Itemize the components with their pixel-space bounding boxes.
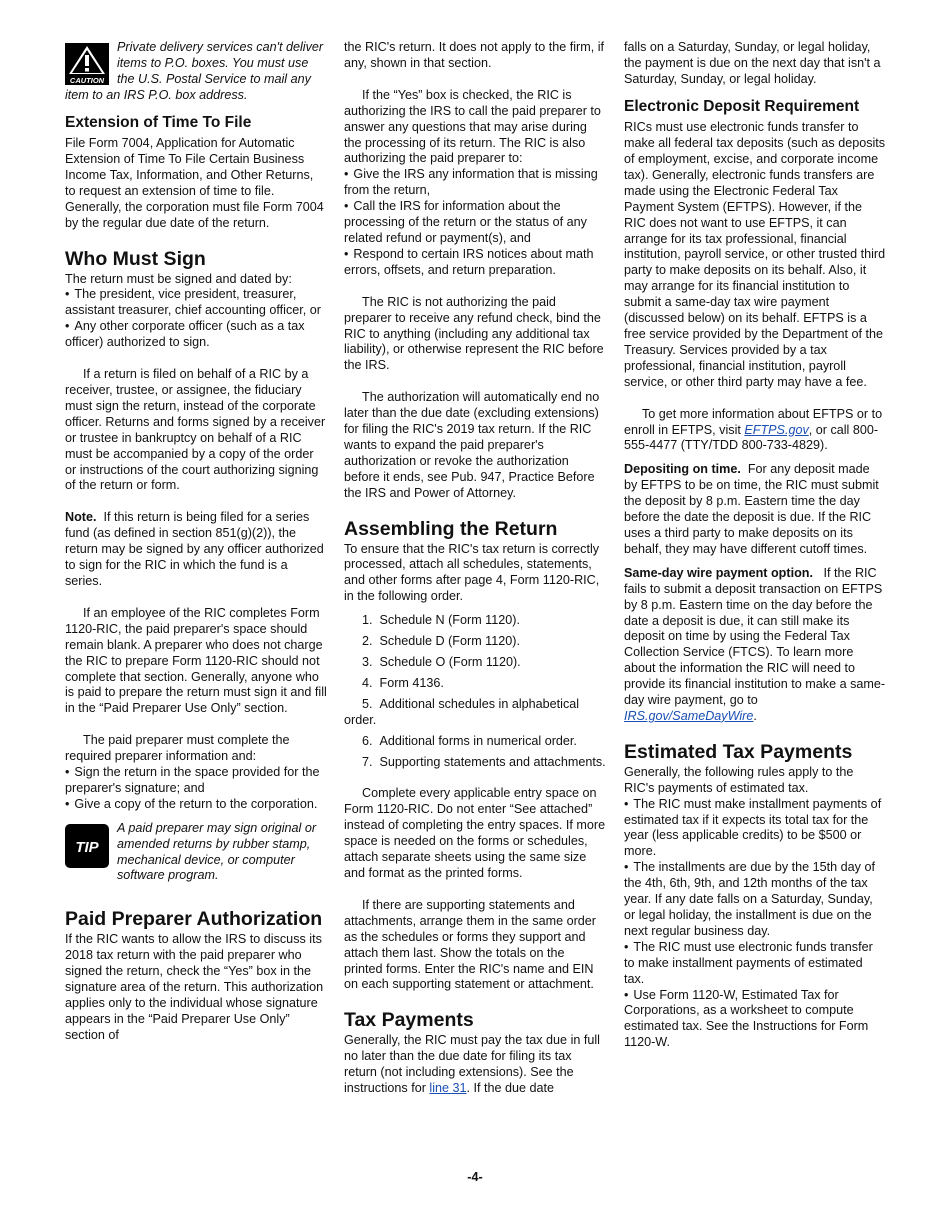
caution-text: Private delivery services can't deliver items to P.O. boxes. You must use the U.S. Postal Service to mail any item to an IRS P.O. box address. (65, 40, 324, 102)
tip-callout (65, 821, 327, 885)
column-middle (344, 40, 606, 1105)
list-item: • Sign the return in the space provided for the preparer's signature; and (65, 765, 327, 797)
column-right (624, 40, 886, 1059)
assembling-heading: Assembling the Return (344, 517, 558, 540)
note-text: If this return is being filed for a series fund (as defined in section 851(g)(2)), the return may be signed by any officer authorized to sign for the RIC in which the fund is a series. (65, 510, 324, 588)
list-item: • The president, vice president, treasurer, assistant treasurer, chief accounting officer, or (65, 287, 327, 319)
assembly-order-list (344, 613, 606, 770)
note-label: Note. (65, 510, 97, 525)
caution-callout (65, 40, 327, 104)
caution-icon (65, 43, 109, 85)
eft-text-2-a: To get more information about EFTPS or to enroll in EFTPS, visit (624, 406, 883, 437)
same-day-wire-link[interactable]: IRS.gov/SameDayWire (624, 708, 754, 723)
list-item: • The RIC must use electronic funds transfer to make installment payments of estimated tax. (624, 940, 886, 988)
tax-payments-text-b: . If the due date (466, 1081, 555, 1096)
estimated-heading: Estimated Tax Payments (624, 740, 853, 763)
estimated-rules-list (624, 797, 886, 1052)
tip-text: A paid preparer may sign original or amended returns by rubber stamp, mechanical device, or computer software program. (117, 820, 317, 883)
wire-text-end: . (753, 708, 757, 723)
extension-heading: Extension of Time To File (65, 113, 252, 131)
tax-payments-heading: Tax Payments (344, 1009, 474, 1032)
caution-label: CAUTION (69, 76, 105, 85)
paid-preparer-text-4: The authorization will automatically end no later than the due date (excluding extensions) for filing the RIC's 2019 tax return. If the RIC wants to expand the paid preparer's authorization or revoke the authorization before it ends, see Pub. 947, Practice Before the IRS and Power of Attorney. (344, 390, 600, 500)
list-item: • The installments are due by the 15th day of the 4th, 6th, 9th, and 12th months of the tax year. If any date falls on a Saturday, Sunday, or legal holiday, the installment is due on the next regular business day. (624, 860, 886, 940)
list-item: 3. Schedule O (Form 1120). (362, 655, 521, 669)
preparer-must-paragraph: The paid preparer must complete the required preparer information and: (65, 733, 290, 764)
list-item: • Respond to certain IRS notices about math errors, offsets, and return preparation. (344, 247, 606, 279)
signer-list (65, 287, 327, 351)
list-item: • The RIC must make installment payments of estimated tax if it expects its total tax for the year (less applicable credits) to be $500 or more. (624, 797, 886, 861)
list-item: 1. Schedule N (Form 1120). (362, 613, 520, 628)
tax-payments-text-a: Generally, the RIC must pay the tax due in full no later than the due date for filing its tax return (not including extensions). See the instructions for (344, 1033, 600, 1096)
depositing-text: For any deposit made by EFTPS to be on time, the RIC must submit the deposit by 8 p.m. Eastern time the day before the date the deposit is due. If the RIC uses a third party to make deposits on its behalf, they may have different cutoff times. (624, 462, 879, 556)
eft-text-1: RICs must use electronic funds transfer to make all federal tax deposits (such as deposits of employment, excise, and corporate income tax). Generally, electronic funds transfers are made using the Electronic Federal Tax Payment System (EFTPS). However, if the RIC does not want to use EFTPS, it can arrange for its tax professional, financial institution, payroll service, or other trusted third party to make deposits on its behalf. Also, it may arrange for its financial institution to submit a same-day tax wire payment (discussed below) on its behalf. EFTPS is a free service provided by the Department of the Treasury. Services provided by a tax professional, financial institution, payroll service, or other third party may have a fee. (624, 120, 886, 389)
list-item: • Call the IRS for information about the processing of the return or the status of any related refund or payment(s), and (344, 199, 606, 247)
list-item: 2. Schedule D (Form 1120). (362, 634, 520, 649)
assembling-intro: To ensure that the RIC's tax return is correctly processed, attach all schedules, statements, and other forms after page 4, Form 1120-RIC, in the following order. (344, 541, 600, 604)
assembling-text-2: If there are supporting statements and attachments, arrange them in the same order as the schedules or forms they support and attach them last. Show the totals on the printed forms. Enter the RIC's name and EIN on each supporting statement or attachment. (344, 897, 597, 992)
list-item: 5. Additional schedules in alphabetical order. (344, 696, 580, 727)
tip-icon (65, 824, 109, 868)
column-left (65, 40, 327, 1052)
list-item: 4. Form 4136. (362, 675, 444, 690)
paid-preparer-text-3: The RIC is not authorizing the paid preparer to receive any refund check, bind the RIC to anything (including any additional tax liability), or otherwise represent the RIC before the IRS. (344, 294, 604, 373)
eft-text-2-b: , or call 800-555-4477 (TTY/TDD 800-733-4829). (624, 422, 879, 453)
tax-payments-text-cont: falls on a Saturday, Sunday, or legal holiday, the payment is due on the next day that isn't a Saturday, Sunday, or legal holiday. (624, 40, 881, 86)
list-item: 7. Supporting statements and attachments. (362, 754, 606, 769)
authorization-list (344, 167, 606, 278)
paid-preparer-text-1-cont: the RIC's return. It does not apply to the firm, if any, shown in that section. (344, 40, 604, 70)
estimated-intro: Generally, the following rules apply to the RIC's payments of estimated tax. (624, 764, 854, 795)
list-item: • Give a copy of the return to the corporation. (65, 797, 327, 813)
extension-text: File Form 7004, Application for Automatic Extension of Time To File Certain Business Income Tax, Information, and Other Returns, to request an extension of time to file. Generally, the corporation must file Form 7004 by the regular due date of the return. (65, 136, 324, 230)
preparer-list (65, 765, 327, 813)
tax-payments-text (344, 1033, 606, 1097)
depositing-label: Depositing on time. (624, 462, 741, 477)
wire-label: Same-day wire payment option. (624, 565, 813, 580)
list-item: 6. Additional forms in numerical order. (362, 733, 577, 748)
paid-preparer-text-1: If the RIC wants to allow the IRS to discuss its 2018 tax return with the paid preparer who signed the return, check the “Yes” box in the signature area of the return. This authorization applies only to the individual whose signature appears in the “Paid Preparer Use Only” section of (65, 932, 324, 1042)
eft-heading: Electronic Deposit Requirement (624, 97, 860, 115)
assembling-text-1: Complete every applicable entry space on Form 1120-RIC. Do not enter “See attached” instead of completing the entry spaces. If more space is needed on the forms or schedules, attach separate sheets using the same size and format as the printed forms. (344, 786, 606, 880)
tip-label: TIP (75, 838, 99, 856)
who-must-sign-intro: The return must be signed and dated by: (65, 271, 292, 286)
receiver-paragraph: If a return is filed on behalf of a RIC by a receiver, trustee, or assignee, the fiduciary must sign the return, instead of the corporate officer. Returns and forms signed by a receiver or trustee in bankruptcy on behalf of a RIC must be accompanied by a copy of the order or instructions of the court authorizing signing of the return or form. (65, 367, 326, 493)
page-number: -4- (467, 1170, 483, 1184)
employee-paragraph: If an employee of the RIC completes Form 1120-RIC, the paid preparer's space should remain blank. A preparer who does not charge the RIC to prepare Form 1120-RIC should not complete that section. Generally, anyone who is paid to prepare the return must sign it and fill in the “Paid Preparer Use Only” section. (65, 605, 327, 716)
list-item: • Give the IRS any information that is missing from the return, (344, 167, 606, 199)
depositing-paragraph (624, 462, 886, 557)
paid-preparer-heading: Paid Preparer Authorization (65, 908, 323, 931)
list-item: • Use Form 1120-W, Estimated Tax for Corporations, as a worksheet to compute estimated tax. See the Instructions for Form 1120-W. (624, 988, 886, 1052)
eft-text-2 (624, 407, 886, 455)
list-item: • Any other corporate officer (such as a tax officer) authorized to sign. (65, 319, 327, 351)
wire-paragraph (624, 566, 886, 725)
wire-text: If the RIC fails to submit a deposit transaction on EFTPS by 8 p.m. Eastern time on the day before the date a deposit is due, it can still make its deposit on time by using the Federal Tax Collection Service (FTCS). To learn more about the information the RIC will need to provide its financial institution to make a same-day wire payment, go to (624, 565, 886, 708)
who-must-sign-heading: Who Must Sign (65, 247, 206, 270)
eftps-link[interactable]: EFTPS.gov (744, 422, 809, 437)
line-31-link[interactable]: line 31 (429, 1081, 467, 1096)
paid-preparer-text-2: If the “Yes” box is checked, the RIC is authorizing the IRS to call the paid preparer to answer any questions that may arise during the processing of its return. The RIC is also authorizing the paid preparer to: (344, 87, 601, 166)
note-paragraph (65, 510, 327, 590)
